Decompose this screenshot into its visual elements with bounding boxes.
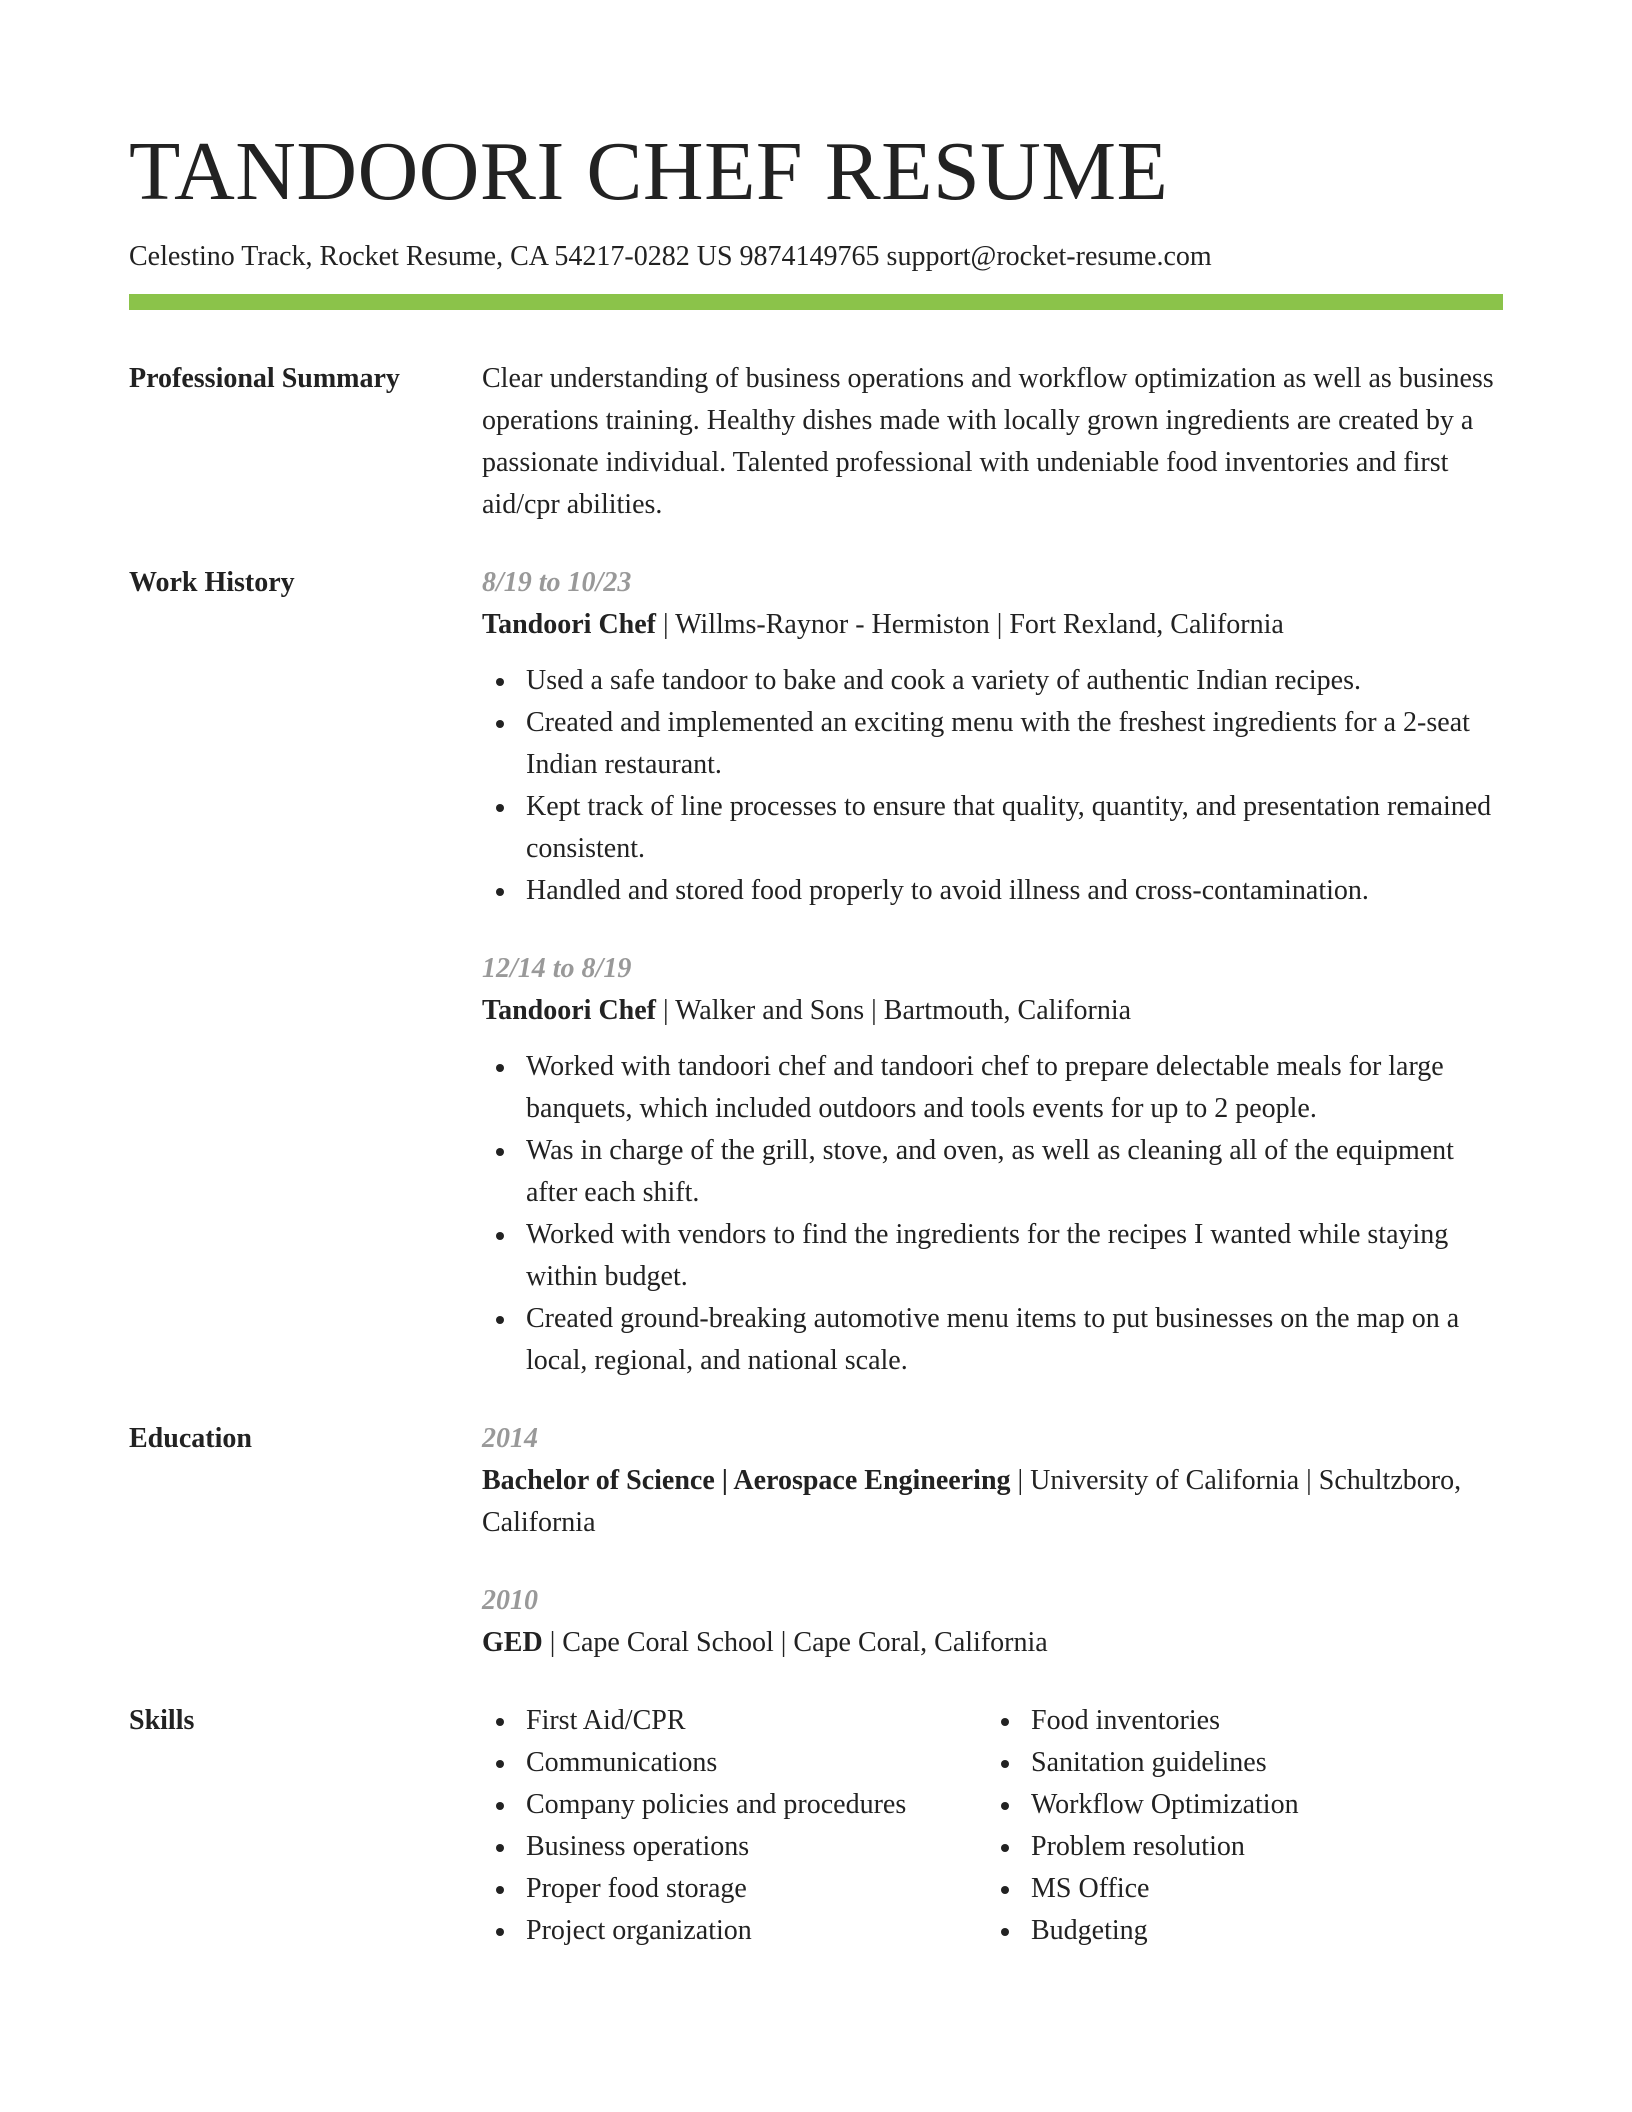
education-details: | Cape Coral School | Cape Coral, California [542,1627,1048,1658]
job-bullet: Created ground-breaking automotive menu items to put businesses on the map on a local, regional, and national scale. [482,1298,1503,1382]
job-headline [482,604,1503,646]
summary-text: Clear understanding of business operations and workflow optimization as well as business operations training. Healthy dishes made with locally grown ingredients are created by a passionate individual. Talented professional with undeniable food inventories and first aid/cpr abilities. [482,363,1494,520]
job-title: Tandoori Chef [482,609,657,640]
section-skills [129,1700,1503,1952]
education-date: 2010 [482,1585,538,1616]
skill-item: Workflow Optimization [987,1784,1492,1826]
section-label-summary: Professional Summary [129,363,400,394]
skills-list-left [482,1700,987,1952]
skill-item: Proper food storage [482,1868,987,1910]
job-bullet: Worked with vendors to find the ingredients for the recipes I wanted while staying within budget. [482,1214,1503,1298]
education-entries [482,1418,1503,1664]
skill-item: Communications [482,1742,987,1784]
section-summary [129,358,1503,526]
education-details: | University of California | Schultzboro, California [482,1465,1462,1538]
job-details: | Willms-Raynor - Hermiston | Fort Rexland, California [656,609,1284,640]
section-label-work-history: Work History [129,567,295,598]
section-education [129,1418,1503,1664]
job-details: | Walker and Sons | Bartmouth, California [656,995,1132,1026]
education-degree: GED [482,1627,543,1658]
contact-line: Celestino Track, Rocket Resume, CA 54217-0282 US 9874149765 support@rocket-resume.com [129,241,1212,272]
skill-item: Sanitation guidelines [987,1742,1492,1784]
job-title: Tandoori Chef [482,995,657,1026]
resume-title: TANDOORI CHEF RESUME [129,125,1169,218]
skills-list-right [987,1700,1492,1952]
skill-item: Project organization [482,1910,987,1952]
work-entries [482,562,1503,1382]
skill-item: Budgeting [987,1910,1492,1952]
job-entry [482,562,1503,912]
skill-item: MS Office [987,1868,1492,1910]
job-bullet: Kept track of line processes to ensure that quality, quantity, and presentation remained consistent. [482,786,1503,870]
job-bullet: Handled and stored food properly to avoid illness and cross-contamination. [482,870,1503,912]
skill-item: Problem resolution [987,1826,1492,1868]
skill-item: Food inventories [987,1700,1492,1742]
accent-divider [129,294,1503,310]
education-date: 2014 [482,1423,538,1454]
job-bullets [482,660,1503,912]
job-bullet: Worked with tandoori chef and tandoori chef to prepare delectable meals for large banquets, which included outdoors and tools events for up to 2 people. [482,1046,1503,1130]
section-work-history [129,562,1503,1382]
job-headline [482,990,1503,1032]
job-entry [482,948,1503,1382]
job-bullet: Created and implemented an exciting menu with the freshest ingredients for a 2-seat Indian restaurant. [482,702,1503,786]
job-bullet: Used a safe tandoor to bake and cook a variety of authentic Indian recipes. [482,660,1503,702]
job-bullet: Was in charge of the grill, stove, and oven, as well as cleaning all of the equipment after each shift. [482,1130,1503,1214]
skills-columns [482,1700,1503,1952]
education-entry [482,1580,1503,1664]
section-label-skills: Skills [129,1705,195,1736]
job-date: 8/19 to 10/23 [482,567,632,598]
job-date: 12/14 to 8/19 [482,953,632,984]
education-headline [482,1622,1503,1664]
skill-item: First Aid/CPR [482,1700,987,1742]
education-headline [482,1460,1503,1544]
skill-item: Company policies and procedures [482,1784,987,1826]
skill-item: Business operations [482,1826,987,1868]
education-entry [482,1418,1503,1544]
section-label-education: Education [129,1423,252,1454]
resume-sections [129,358,1503,1952]
job-bullets [482,1046,1503,1382]
education-degree: Bachelor of Science | Aerospace Engineering [482,1465,1011,1496]
